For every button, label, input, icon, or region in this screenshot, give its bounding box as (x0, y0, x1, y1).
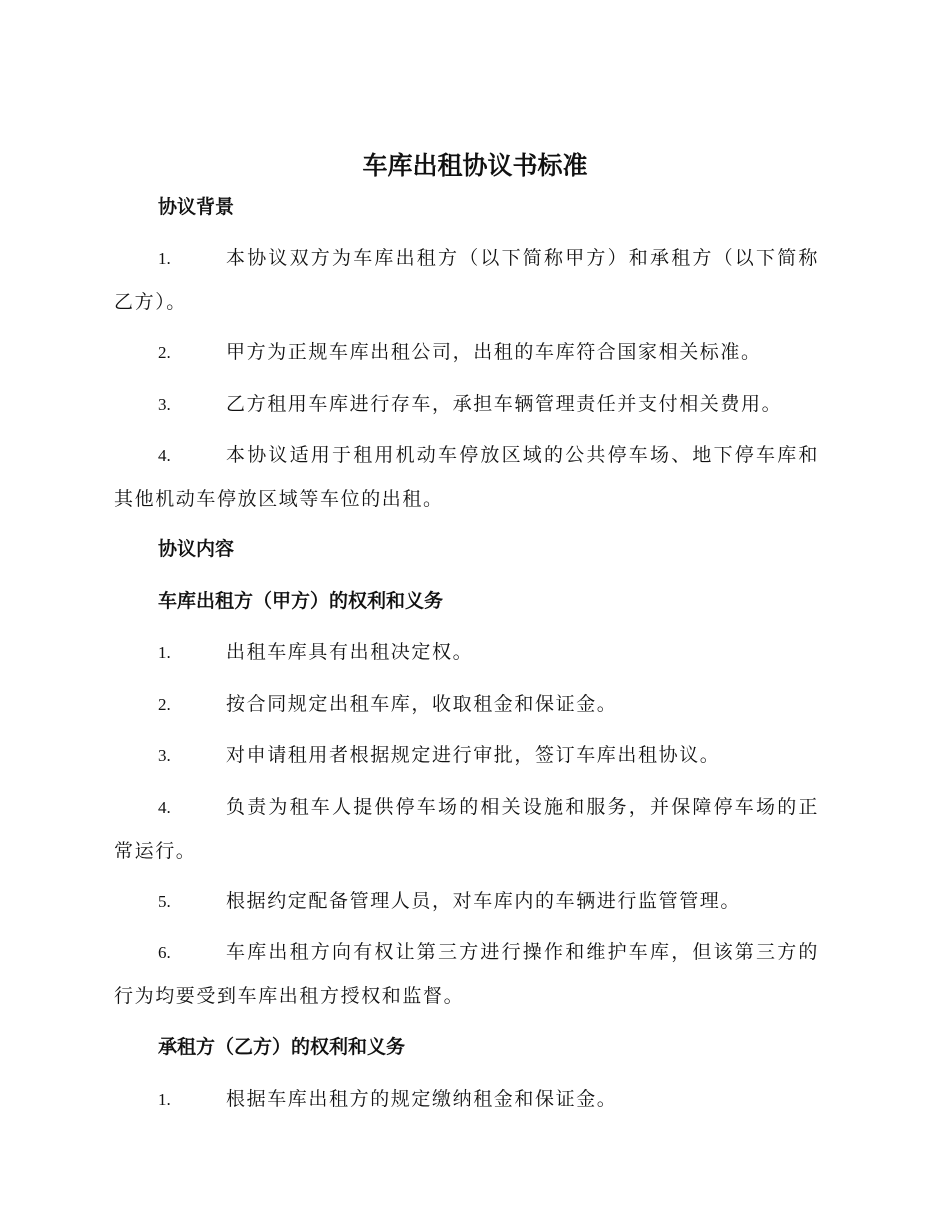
item-number: 4. (158, 446, 171, 465)
list-item (114, 794, 832, 864)
item-text: 负责为租车人提供停车场的相关设施和服务，并保障停车场的正 (226, 796, 820, 818)
item-number: 2. (158, 695, 171, 714)
item-text: 本协议双方为车库出租方（以下简称甲方）和承租方（以下简称 (226, 247, 820, 269)
item-text: 车库出租方向有权让第三方进行操作和维护车库，但该第三方的 (226, 941, 820, 963)
item-text: 按合同规定出租车库，收取租金和保证金。 (226, 693, 618, 715)
item-number: 1. (158, 1090, 171, 1109)
item-number: 4. (158, 798, 171, 817)
item-number: 1. (158, 249, 171, 268)
item-text-continuation: 常运行。 (114, 840, 197, 862)
item-text: 对申请租用者根据规定进行审批，签订车库出租协议。 (226, 744, 721, 766)
document-title: 车库出租协议书标准 (362, 151, 588, 180)
item-text-continuation: 行为均要受到车库出租方授权和监督。 (114, 985, 465, 1007)
item-number: 5. (158, 892, 171, 911)
list-item (114, 691, 832, 718)
item-text: 根据约定配备管理人员，对车库内的车辆进行监管管理。 (226, 890, 742, 912)
section-heading-party-b: 承租方（乙方）的权利和义务 (158, 1036, 406, 1058)
item-text: 本协议适用于租用机动车停放区域的公共停车场、地下停车库和 (226, 444, 820, 466)
list-item (114, 339, 832, 366)
list-item (114, 742, 832, 769)
section-heading-background: 协议背景 (158, 196, 235, 218)
item-text-continuation: 乙方）。 (114, 291, 187, 313)
item-text: 出租车库具有出租决定权。 (226, 641, 474, 663)
item-text: 乙方租用车库进行存车，承担车辆管理责任并支付相关费用。 (226, 393, 783, 415)
section-heading-content: 协议内容 (158, 538, 235, 560)
item-number: 2. (158, 343, 171, 362)
list-item (114, 639, 832, 666)
item-text: 根据车库出租方的规定缴纳租金和保证金。 (226, 1088, 618, 1110)
section-heading-party-a: 车库出租方（甲方）的权利和义务 (158, 590, 444, 612)
list-item (114, 888, 832, 915)
list-item (114, 245, 832, 315)
item-number: 6. (158, 943, 171, 962)
item-number: 3. (158, 395, 171, 414)
item-number: 1. (158, 643, 171, 662)
list-item (114, 391, 832, 418)
list-item (114, 1086, 832, 1113)
list-item (114, 939, 832, 1009)
item-number: 3. (158, 746, 171, 765)
item-text-continuation: 其他机动车停放区域等车位的出租。 (114, 488, 444, 510)
list-item (114, 442, 832, 512)
item-text: 甲方为正规车库出租公司，出租的车库符合国家相关标准。 (226, 341, 762, 363)
